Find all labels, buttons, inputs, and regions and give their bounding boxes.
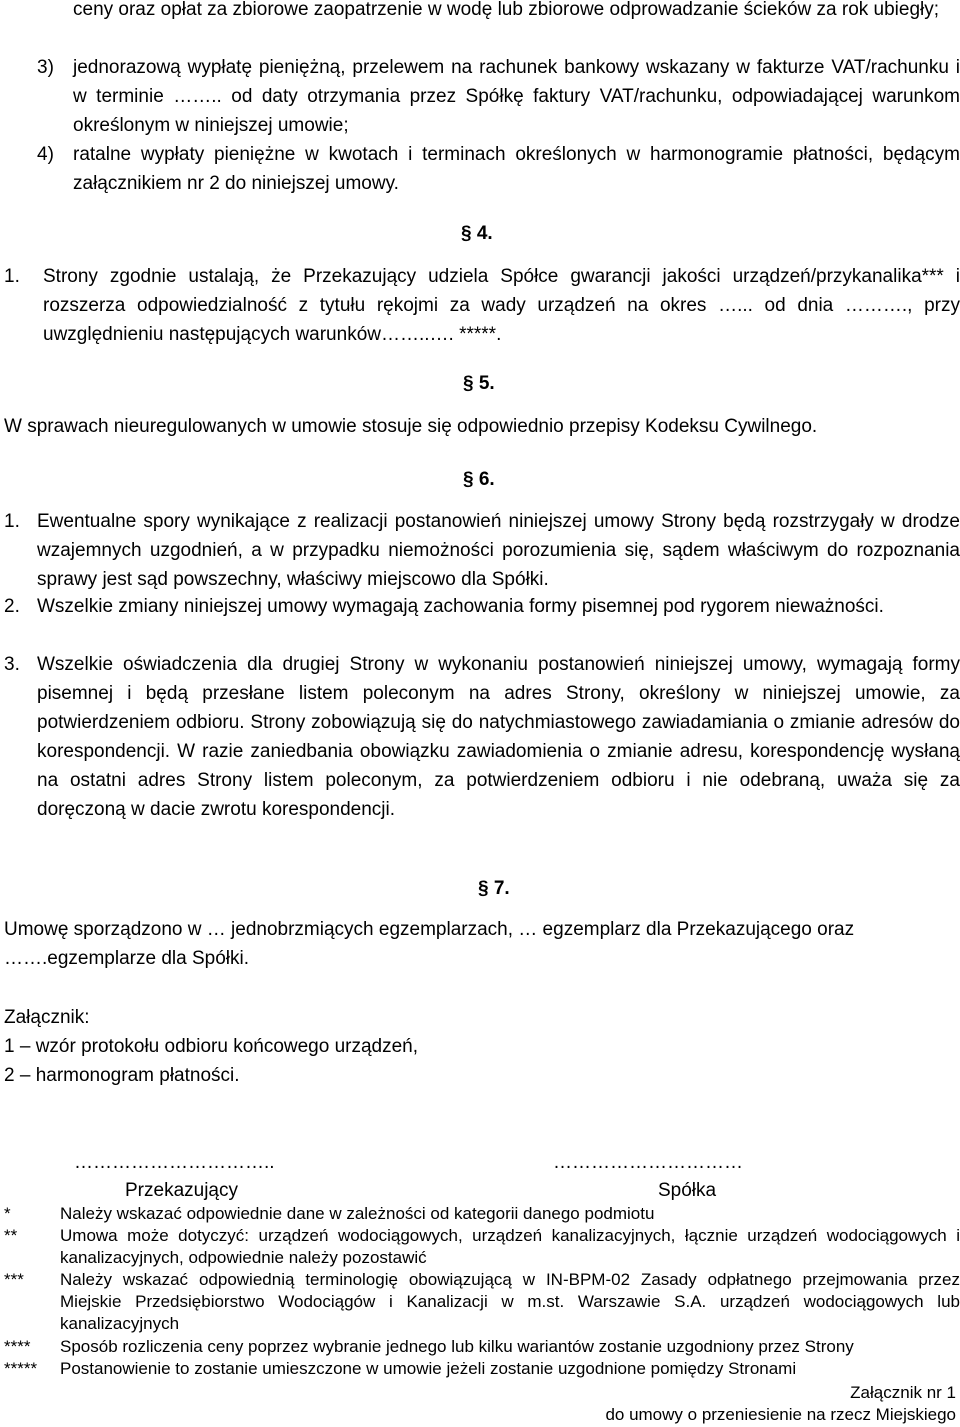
- signature-label-right: Spółka: [658, 1180, 717, 1201]
- footnote: [4, 1269, 960, 1335]
- footnote: [4, 1203, 960, 1225]
- list-text: ratalne wypłaty pieniężne w kwotach i terminach określonych w harmonogramie płatności, będącym załącznikiem nr 2 do niniejszej umowy.: [73, 144, 960, 194]
- list-item: [4, 592, 960, 650]
- paragraph: …….egzemplarze dla Spółki.: [4, 948, 249, 969]
- list-item: [37, 140, 960, 198]
- paragraph: W sprawach nieuregulowanych w umowie stosuje się odpowiednio przepisy Kodeksu Cywilnego.: [4, 416, 818, 437]
- paragraph-continuation: ceny oraz opłat za zbiorowe zaopatrzenie w wodę lub zbiorowe odprowadzanie ścieków za rok ubiegły;: [73, 0, 940, 20]
- footnote-text: Należy wskazać odpowiednią terminologię obowiązującą w IN-BPM-02 Zasady odpłatnego przejmowania przez Miejskie Przedsiębiorstwo Wodociągów i Kanalizacji w m.st. Warszawie S.A. urządzeń wodociągowych lub kanalizacyjnych: [60, 1270, 960, 1333]
- footnote-text: Sposób rozliczenia ceny poprzez wybranie jednego lub kilku wariantów zostanie uzgodniony przez Strony: [60, 1337, 854, 1356]
- list-text: Strony zgodnie ustalają, że Przekazujący udziela Spółce gwarancji jakości urządzeń/przykanalika*** i rozszerza odpowiedzialność z tytułu rękojmi za wady urządzeń na okres …... od dnia ………., przy uwzględnieniu następujących warunków……..…. *****.: [43, 266, 960, 345]
- list-text: Wszelkie zmiany niniejszej umowy wymagają zachowania formy pisemnej pod rygorem nieważności.: [37, 596, 884, 617]
- attachments-label: Załącznik:: [4, 1007, 90, 1028]
- footnote-mark: **: [4, 1226, 18, 1245]
- signature-line-left: …………………………..: [74, 1152, 275, 1173]
- section-heading: § 4.: [461, 223, 493, 244]
- list-number: 2.: [4, 596, 20, 617]
- list-number: 1.: [4, 511, 20, 532]
- footnote-text: Należy wskazać odpowiednie dane w zależności od kategorii danego podmiotu: [60, 1204, 655, 1223]
- list-item: [4, 507, 960, 594]
- footnote-mark: *: [4, 1204, 11, 1223]
- footnote-mark: ****: [4, 1337, 31, 1356]
- list-text: jednorazową wypłatę pieniężną, przelewem na rachunek bankowy wskazany w fakturze VAT/rachunku i w terminie …….. od daty otrzymania przez Spółkę faktury VAT/rachunku, odpowiadającej warunkom określonym w niniejszej umowie;: [73, 57, 960, 136]
- section-heading: § 6.: [463, 469, 495, 490]
- section-heading: § 7.: [478, 878, 510, 899]
- list-number: 3): [37, 57, 54, 78]
- footnote: [4, 1358, 960, 1380]
- attachment-item: 2 – harmonogram płatności.: [4, 1065, 240, 1086]
- signature-line-right: …………………………: [553, 1152, 743, 1173]
- section-heading: § 5.: [463, 373, 495, 394]
- footnote: [4, 1225, 960, 1269]
- list-item: [4, 262, 960, 349]
- list-text: Wszelkie oświadczenia dla drugiej Strony w wykonaniu postanowień niniejszej umowy, wymagają formy pisemnej i będą przesłane listem poleconym na adres Strony, określony w niniejszej umowie, za potwierdzeniem odbioru. Strony zobowiązują się do natychmiastowego zawiadamiania o zmianie adresów do korespondencji. W razie zaniedbania obowiązku zawiadomienia o zmianie adresu, korespondencję wysłaną na ostatni adres Strony listem poleconym, za potwierdzeniem odbioru i nie odebraną, uważa się za doręczoną w dacie zwrotu korespondencji.: [37, 654, 960, 820]
- attachment-note: Załącznik nr 1: [850, 1383, 956, 1402]
- footnote: [4, 1336, 960, 1358]
- attachment-note: do umowy o przeniesienie na rzecz Miejskiego: [605, 1405, 956, 1424]
- footnote-mark: ***: [4, 1270, 24, 1289]
- signature-label-left: Przekazujący: [125, 1180, 238, 1201]
- list-number: 4): [37, 144, 54, 165]
- list-number: 1.: [4, 266, 20, 287]
- list-item: [4, 650, 960, 854]
- list-text: Ewentualne spory wynikające z realizacji postanowień niniejszej umowy Strony będą rozstrzygały w drodze wzajemnych uzgodnień, a w przypadku niemożności porozumienia się, sądem właściwym do rozpoznania sprawy jest sąd powszechny, właściwy miejscowo dla Spółki.: [37, 511, 960, 590]
- list-number: 3.: [4, 654, 20, 675]
- footnote-text: Umowa może dotyczyć: urządzeń wodociągowych, urządzeń kanalizacyjnych, łącznie urządzeń wodociągowych i kanalizacyjnych, odpowiednie należy pozostawić: [60, 1226, 960, 1267]
- footnote-text: Postanowienie to zostanie umieszczone w umowie jeżeli zostanie uzgodnione pomiędzy Stronami: [60, 1359, 797, 1378]
- list-item: [37, 53, 960, 140]
- paragraph: Umowę sporządzono w … jednobrzmiących egzemplarzach, … egzemplarz dla Przekazującego oraz: [4, 919, 855, 940]
- attachment-item: 1 – wzór protokołu odbioru końcowego urządzeń,: [4, 1036, 419, 1057]
- footnote-mark: *****: [4, 1359, 38, 1378]
